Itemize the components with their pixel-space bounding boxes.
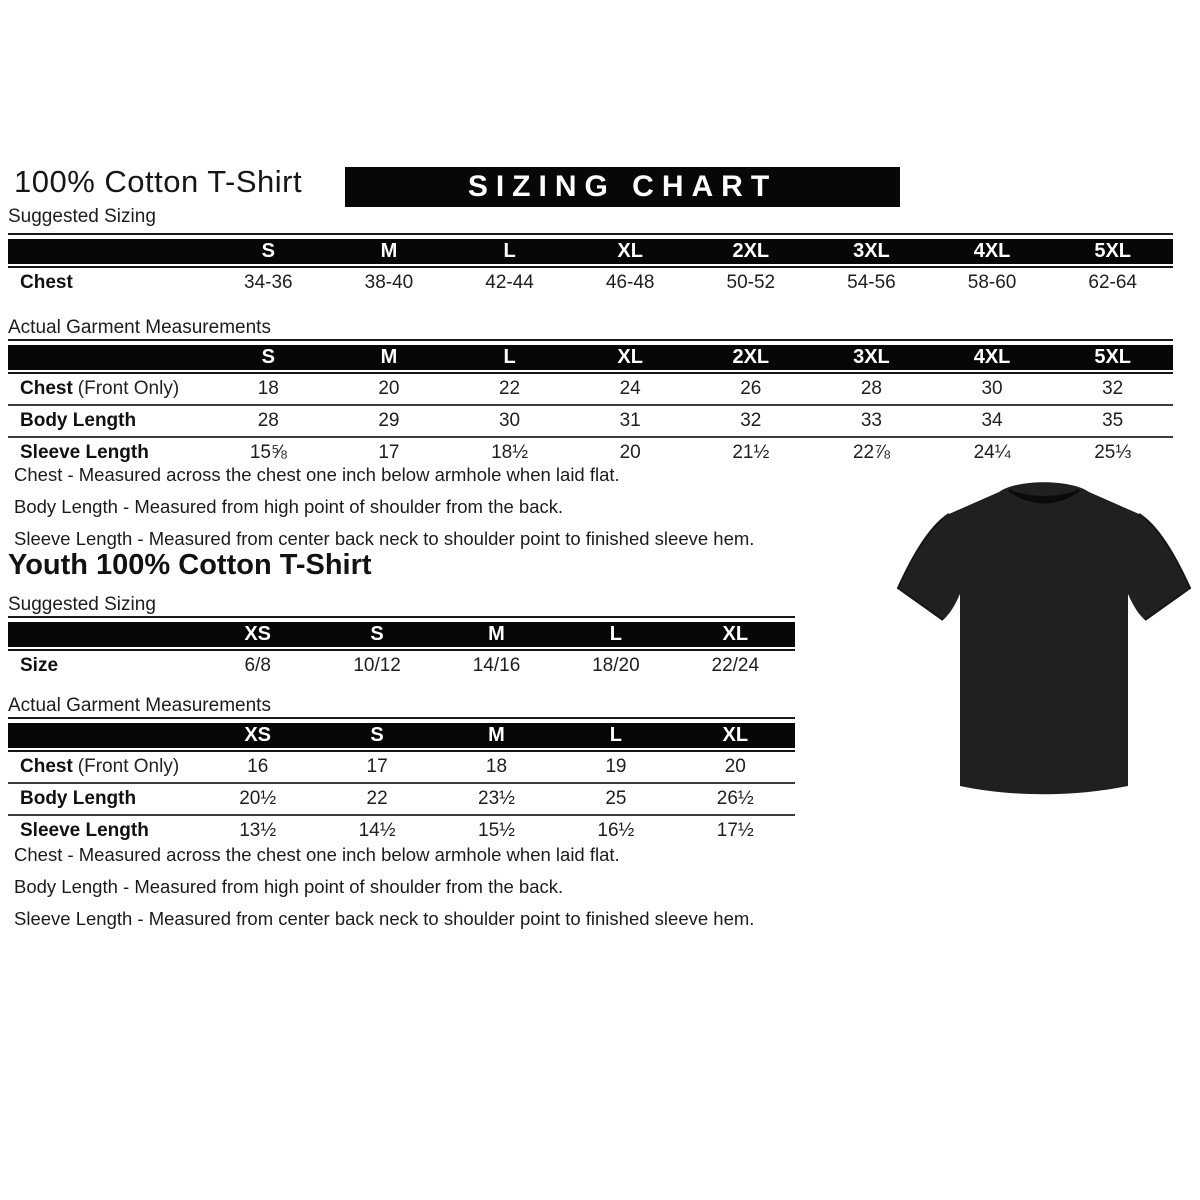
table-cell: 28 bbox=[860, 378, 882, 399]
youth-chest-row bbox=[8, 752, 795, 782]
adult-actual-measurements-label: Actual Garment Measurements bbox=[8, 317, 271, 338]
youth-body-length-row bbox=[8, 782, 795, 814]
table-cell: 15⅝ bbox=[249, 442, 287, 463]
table-cell: 20 bbox=[619, 442, 641, 463]
size-col-header: XL bbox=[722, 623, 749, 645]
size-col-header: 5XL bbox=[1094, 240, 1132, 262]
sleeve-length-note: Sleeve Length - Measured from center back neck to shoulder point to finished sleeve hem. bbox=[14, 528, 755, 549]
size-col-header: M bbox=[488, 724, 505, 746]
row-label-suffix: (Front Only) bbox=[77, 756, 180, 777]
table-cell: 38-40 bbox=[364, 272, 414, 293]
adult-suggested-sizing-table bbox=[8, 233, 1173, 298]
adult-measurement-notes bbox=[14, 465, 754, 561]
table-cell: 32 bbox=[1102, 378, 1124, 399]
size-col-header: L bbox=[503, 346, 516, 368]
table-cell: 22/24 bbox=[711, 655, 760, 676]
youth-actual-measurements-label: Actual Garment Measurements bbox=[8, 695, 271, 716]
table-cell: 26 bbox=[740, 378, 762, 399]
youth-actual-measurements-table bbox=[8, 717, 795, 846]
size-col-header: S bbox=[261, 346, 275, 368]
size-col-header: L bbox=[609, 724, 622, 746]
table-cell: 50-52 bbox=[726, 272, 776, 293]
size-col-header: 4XL bbox=[973, 346, 1011, 368]
table-cell: 22 bbox=[498, 378, 521, 399]
adult-product-title: 100% Cotton T-Shirt bbox=[14, 164, 303, 199]
adult-chest-row bbox=[8, 374, 1173, 404]
sleeve-length-note: Sleeve Length - Measured from center back neck to shoulder point to finished sleeve hem. bbox=[14, 908, 755, 929]
size-col-header: 4XL bbox=[973, 240, 1011, 262]
row-label-text: Sleeve Length bbox=[20, 442, 149, 463]
size-col-header: 3XL bbox=[853, 240, 890, 262]
table-cell: 54-56 bbox=[847, 272, 896, 293]
row-label bbox=[8, 752, 198, 782]
row-label bbox=[8, 374, 208, 404]
table-cell: 22⅞ bbox=[852, 442, 890, 463]
table-cell: 10/12 bbox=[353, 655, 401, 676]
table-cell: 30 bbox=[981, 378, 1003, 399]
table-cell: 29 bbox=[378, 410, 400, 431]
table-cell: 16½ bbox=[597, 820, 635, 841]
size-col-header: L bbox=[609, 623, 622, 645]
adult-suggested-sizing-label: Suggested Sizing bbox=[8, 206, 156, 227]
table-cell: 6/8 bbox=[244, 655, 271, 676]
adult-body-length-row bbox=[8, 404, 1173, 436]
table-cell: 16 bbox=[247, 756, 269, 777]
table-cell: 25 bbox=[605, 788, 627, 809]
table-cell: 46-48 bbox=[605, 272, 655, 293]
table-cell: 17 bbox=[366, 756, 388, 777]
table-cell: 13½ bbox=[239, 820, 277, 841]
youth-measurement-notes bbox=[14, 845, 754, 941]
table-cell: 22 bbox=[366, 788, 388, 809]
size-col-header: M bbox=[380, 346, 398, 368]
size-col-header: M bbox=[488, 623, 505, 645]
row-label-text: Chest bbox=[20, 378, 73, 399]
body-length-note: Body Length - Measured from high point of shoulder from the back. bbox=[14, 876, 564, 897]
youth-actual-header-row bbox=[8, 723, 795, 748]
row-label-text: Body Length bbox=[20, 788, 137, 809]
table-cell: 31 bbox=[619, 410, 641, 431]
size-col-header: M bbox=[380, 240, 398, 262]
header-spacer-cell bbox=[8, 345, 208, 370]
table-cell: 21½ bbox=[732, 442, 770, 463]
table-cell: 20½ bbox=[239, 788, 277, 809]
table-cell: 28 bbox=[257, 410, 279, 431]
header-spacer-cell bbox=[8, 239, 208, 264]
row-label bbox=[8, 406, 208, 436]
youth-product-title: Youth 100% Cotton T-Shirt bbox=[8, 549, 372, 581]
youth-size-row bbox=[8, 651, 795, 681]
size-col-header: XL bbox=[722, 724, 749, 746]
row-label-text: Body Length bbox=[20, 410, 137, 431]
row-label: Size bbox=[20, 655, 59, 676]
table-cell: 19 bbox=[605, 756, 627, 777]
chest-note: Chest - Measured across the chest one inch below armhole when laid flat. bbox=[14, 844, 620, 865]
black-tshirt-image bbox=[893, 470, 1195, 810]
header-spacer-cell bbox=[8, 622, 198, 647]
table-cell: 15½ bbox=[478, 820, 515, 841]
table-cell: 18 bbox=[257, 378, 279, 399]
table-cell: 20 bbox=[724, 756, 746, 777]
adult-actual-header-row bbox=[8, 345, 1173, 370]
size-col-header: XL bbox=[617, 240, 643, 262]
table-cell: 24 bbox=[619, 378, 641, 399]
table-cell: 34-36 bbox=[244, 272, 293, 293]
size-col-header: XL bbox=[617, 346, 643, 368]
header-spacer-cell bbox=[8, 723, 198, 748]
size-col-header: XS bbox=[244, 623, 272, 645]
table-cell: 62-64 bbox=[1088, 272, 1137, 293]
chest-note: Chest - Measured across the chest one inch below armhole when laid flat. bbox=[14, 464, 620, 485]
youth-suggested-sizing-table bbox=[8, 616, 795, 681]
table-cell: 33 bbox=[860, 410, 882, 431]
size-col-header: XS bbox=[244, 724, 272, 746]
table-cell: 32 bbox=[740, 410, 762, 431]
table-cell: 58-60 bbox=[967, 272, 1017, 293]
row-label-text: Sleeve Length bbox=[20, 820, 149, 841]
table-cell: 18 bbox=[485, 756, 508, 777]
table-cell: 14½ bbox=[358, 820, 396, 841]
youth-suggested-sizing-label: Suggested Sizing bbox=[8, 594, 156, 615]
row-label: Chest bbox=[20, 272, 73, 293]
adult-actual-measurements-table bbox=[8, 339, 1173, 468]
table-cell: 17 bbox=[378, 442, 400, 463]
table-cell: 25⅓ bbox=[1094, 442, 1132, 463]
youth-sleeve-length-row bbox=[8, 814, 795, 846]
size-col-header: 2XL bbox=[732, 346, 770, 368]
table-cell: 20 bbox=[378, 378, 400, 399]
size-col-header: S bbox=[370, 724, 384, 746]
row-label bbox=[8, 784, 198, 814]
size-col-header: 2XL bbox=[732, 240, 770, 262]
row-label-text: Chest bbox=[20, 756, 73, 777]
tshirt-silhouette-icon bbox=[893, 470, 1195, 810]
row-label-suffix: (Front Only) bbox=[77, 378, 180, 399]
size-col-header: 3XL bbox=[853, 346, 890, 368]
table-cell: 17½ bbox=[716, 820, 754, 841]
table-cell: 23½ bbox=[478, 788, 515, 809]
size-col-header: S bbox=[370, 623, 384, 645]
size-col-header: L bbox=[503, 240, 516, 262]
size-col-header: S bbox=[261, 240, 275, 262]
table-cell: 34 bbox=[981, 410, 1003, 431]
table-cell: 35 bbox=[1102, 410, 1124, 431]
table-cell: 14/16 bbox=[472, 655, 521, 676]
table-cell: 18½ bbox=[491, 442, 529, 463]
table-cell: 26½ bbox=[716, 788, 754, 809]
youth-suggested-header-row bbox=[8, 622, 795, 647]
table-cell: 42-44 bbox=[485, 272, 534, 293]
adult-chest-range-row bbox=[8, 268, 1173, 298]
body-length-note: Body Length - Measured from high point of shoulder from the back. bbox=[14, 496, 564, 517]
table-cell: 24¼ bbox=[973, 442, 1011, 463]
table-cell: 30 bbox=[498, 410, 521, 431]
adult-suggested-header-row bbox=[8, 239, 1173, 264]
row-label bbox=[8, 816, 198, 846]
sizing-chart-banner: SIZING CHART bbox=[345, 167, 900, 207]
table-cell: 18/20 bbox=[592, 655, 640, 676]
size-col-header: 5XL bbox=[1094, 346, 1132, 368]
